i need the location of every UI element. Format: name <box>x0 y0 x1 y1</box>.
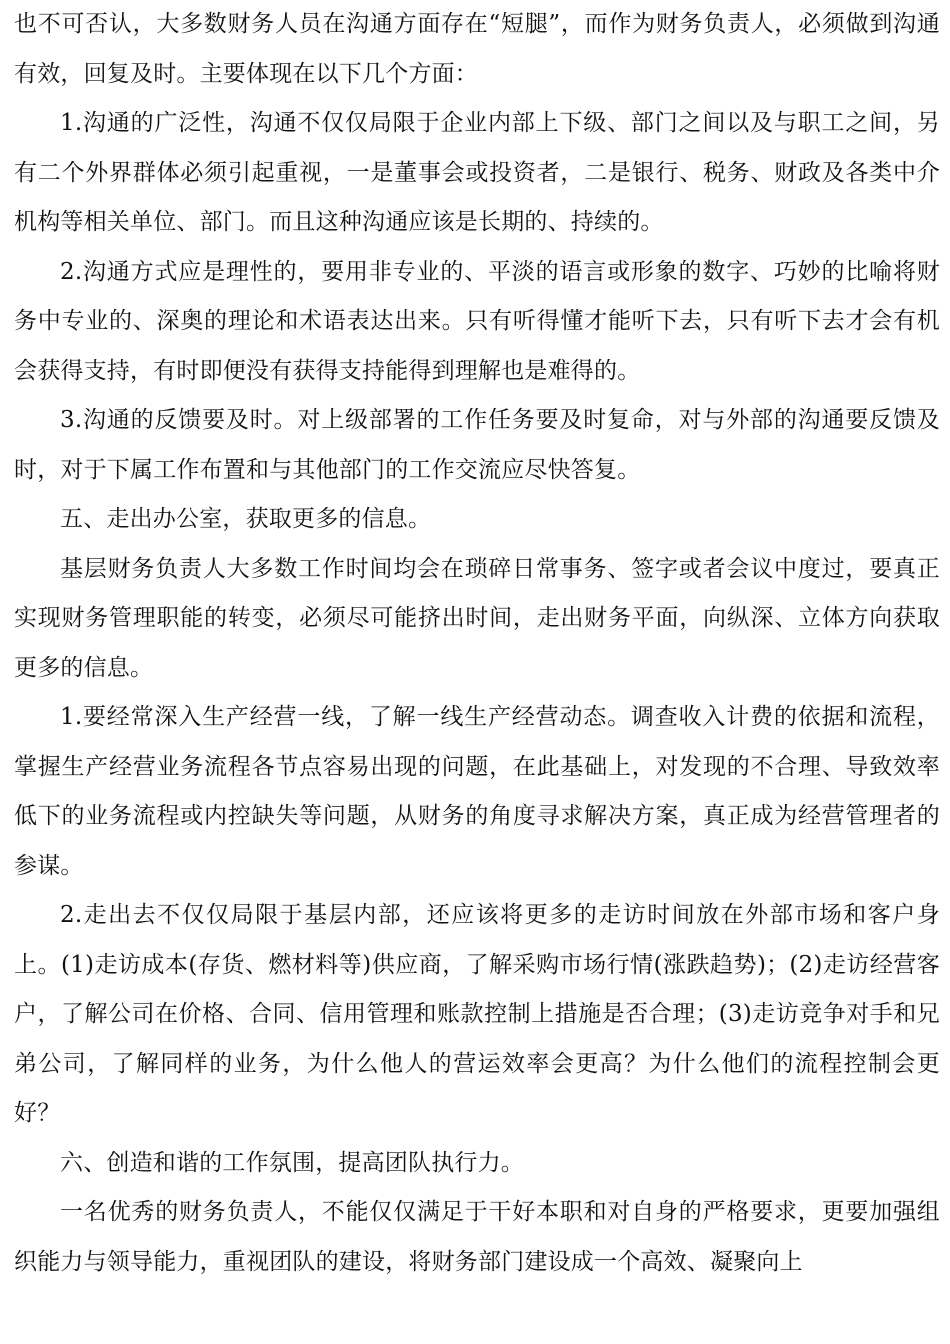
paragraph-communication-breadth: 1.沟通的广泛性，沟通不仅仅局限于企业内部上下级、部门之间以及与职工之间，另有二个外界群体必须引起重视，一是董事会或投资者，二是银行、税务、财政及各类中介机构等相关单位、部门。而且这种沟通应该是长期的、持续的。 <box>14 110 940 235</box>
paragraph-section-five-intro: 基层财务负责人大多数工作时间均会在琐碎日常事务、签字或者会议中度过，要真正实现财务管理职能的转变，必须尽可能挤出时间，走出财务平面，向纵深、立体方向获取更多的信息。 <box>14 555 940 681</box>
section-heading-six: 六、创造和谐的工作氛围，提高团队执行力。 <box>60 1149 524 1176</box>
paragraph-section-six-intro: 一名优秀的财务负责人，不能仅仅满足于干好本职和对自身的严格要求，更要加强组织能力与领导能力，重视团队的建设，将财务部门建设成一个高效、凝聚向上 <box>14 1199 940 1275</box>
paragraph-external-visits: 2.走出去不仅仅局限于基层内部，还应该将更多的走访时间放在外部市场和客户身上。(1)走访成本(存货、燃材料等)供应商，了解采购市场行情(涨跌趋势)；(2)走访经营客户，了解公司在价格、合同、信用管理和账款控制上措施是否合理；(3)走访竞争对手和兄弟公司，了解同样的业务，为什么他人的营运效率会更高？为什么他们的流程控制会更好？ <box>14 902 940 1126</box>
paragraph-communication-method: 2.沟通方式应是理性的，要用非专业的、平淡的语言或形象的数字、巧妙的比喻将财务中专业的、深奥的理论和术语表达出来。只有听得懂才能听下去，只有听下去才会有机会获得支持，有时即便没有获得支持能得到理解也是难得的。 <box>14 258 940 384</box>
section-heading-five: 五、走出办公室，获取更多的信息。 <box>60 506 432 532</box>
paragraph-frontline: 1.要经常深入生产经营一线，了解一线生产经营动态。调查收入计费的依据和流程，掌握生产经营业务流程各节点容易出现的问题，在此基础上，对发现的不合理、导致效率低下的业务流程或内控缺失等问题，从财务的角度寻求解决方案，真正成为经营管理者的参谋。 <box>14 704 940 879</box>
paragraph-intro: 也不可否认，大多数财务人员在沟通方面存在“短腿”，而作为财务负责人，必须做到沟通有效，回复及时。主要体现在以下几个方面： <box>14 11 940 87</box>
paragraph-communication-feedback: 3.沟通的反馈要及时。对上级部署的工作任务要及时复命，对与外部的沟通要反馈及时，对于下属工作布置和与其他部门的工作交流应尽快答复。 <box>14 407 940 483</box>
document-page <box>14 0 940 1287</box>
